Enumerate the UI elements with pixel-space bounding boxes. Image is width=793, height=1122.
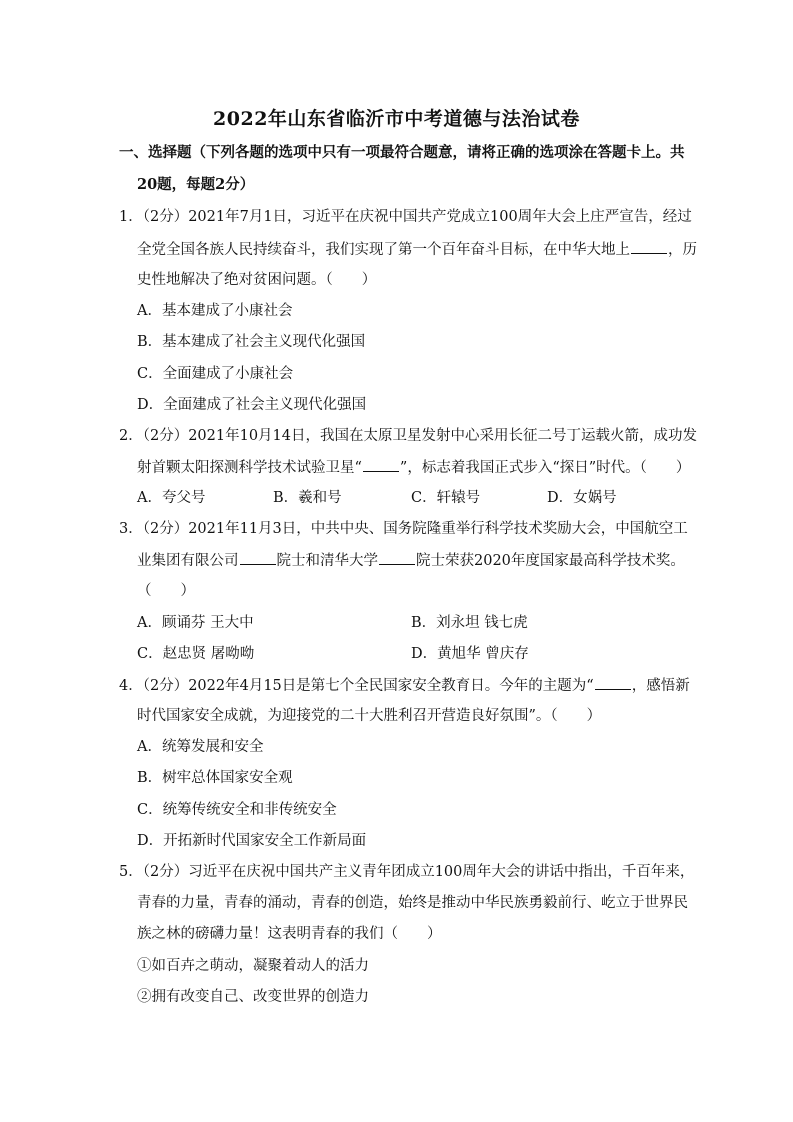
q2-option-c: C．轩辕号: [411, 490, 481, 506]
q4-blank: [595, 675, 631, 690]
q5-item-1: ①如百卉之萌动，凝聚着动人的活力: [137, 958, 369, 974]
q5-line1: 5．（2分）习近平在庆祝中国共产主义青年团成立100周年大会的讲话中指出，千百年来，: [119, 864, 695, 880]
section-heading-line2: 20题，每题2分）: [137, 176, 255, 193]
q4-line1: [119, 675, 690, 696]
q3-blank-2: [379, 550, 415, 565]
q1-line1: 1．（2分）2021年7月1日，习近平在庆祝中国共产党成立100周年大会上庄严宣告，经过: [119, 209, 692, 225]
q1-option-d: D．全面建成了社会主义现代化强国: [137, 397, 367, 413]
q5-line3: 族之林的磅礴力量！这表明青春的我们（ ）: [137, 926, 442, 942]
section-heading-line1: 一、选择题（下列各题的选项中只有一项最符合题意，请将正确的选项涂在答题卡上。共: [119, 144, 685, 161]
q4-line1-text-a: 4．（2分）2022年4月15日是第七个全民国家安全教育日。今年的主题为“: [119, 678, 594, 694]
q3-line2-text-a: 业集团有限公司: [137, 553, 239, 569]
q1-option-b: B．基本建成了社会主义现代化强国: [137, 334, 366, 350]
q1-option-a: A．基本建成了小康社会: [137, 303, 293, 319]
q2-option-b: B．羲和号: [273, 490, 342, 506]
q4-option-b: B．树牢总体国家安全观: [137, 770, 293, 786]
page-title: 2022年山东省临沂市中考道德与法治试卷: [213, 108, 580, 130]
q1-line3: 史性地解决了绝对贫困问题。（ ）: [137, 272, 377, 288]
q3-line3: （ ）: [137, 583, 195, 599]
q2-line2-text-b: ”，标志着我国正式步入“探日”时代。（ ）: [399, 460, 691, 476]
q4-option-d: D．开拓新时代国家安全工作新局面: [137, 833, 367, 849]
q4-line2: 时代国家安全成就，为迎接党的二十大胜利召开营造良好氛围”。（ ）: [137, 708, 602, 724]
q3-option-a: A．顾诵芬 王大中: [137, 615, 254, 631]
q3-option-c: C．赵忠贤 屠呦呦: [137, 646, 255, 662]
q5-item-2: ②拥有改变自己、改变世界的创造力: [137, 989, 369, 1005]
q4-option-c: C．统筹传统安全和非传统安全: [137, 802, 337, 818]
q3-line2-text-c: 院士荣获2020年度国家最高科学技术奖。: [416, 553, 685, 569]
q2-option-a: A．夸父号: [137, 490, 206, 506]
q5-line2: 青春的力量，青春的涌动，青春的创造，始终是推动中华民族勇毅前行、屹立于世界民: [137, 895, 688, 911]
q2-line2-text-a: 射首颗太阳探测科学技术试验卫星“: [137, 460, 362, 476]
q1-line2-text-a: 全党全国各族人民持续奋斗，我们实现了第一个百年奋斗目标，在中华大地上: [137, 242, 630, 258]
q3-option-d: D．黄旭华 曾庆存: [411, 646, 529, 662]
q4-option-a: A．统筹发展和安全: [137, 739, 264, 755]
q2-line2: [137, 457, 690, 478]
q1-line2: [137, 239, 697, 260]
q3-blank-1: [240, 550, 276, 565]
q3-line1: 3．（2分）2021年11月3日，中共中央、国务院隆重举行科学技术奖励大会，中国航空工: [119, 521, 688, 537]
q1-blank: [631, 239, 667, 254]
q1-option-c: C．全面建成了小康社会: [137, 366, 294, 382]
q4-line1-text-b: ，感悟新: [631, 678, 690, 694]
q1-line2-text-b: ，历: [668, 242, 697, 258]
q2-option-d: D．女娲号: [547, 490, 617, 506]
q3-line2: [137, 550, 685, 571]
q3-option-b: B．刘永坦 钱七虎: [411, 615, 528, 631]
q2-blank: [363, 457, 399, 472]
q2-line1: 2．（2分）2021年10月14日，我国在太原卫星发射中心采用长征二号丁运载火箭，成功发: [119, 428, 698, 444]
q3-line2-text-b: 院士和清华大学: [276, 553, 378, 569]
